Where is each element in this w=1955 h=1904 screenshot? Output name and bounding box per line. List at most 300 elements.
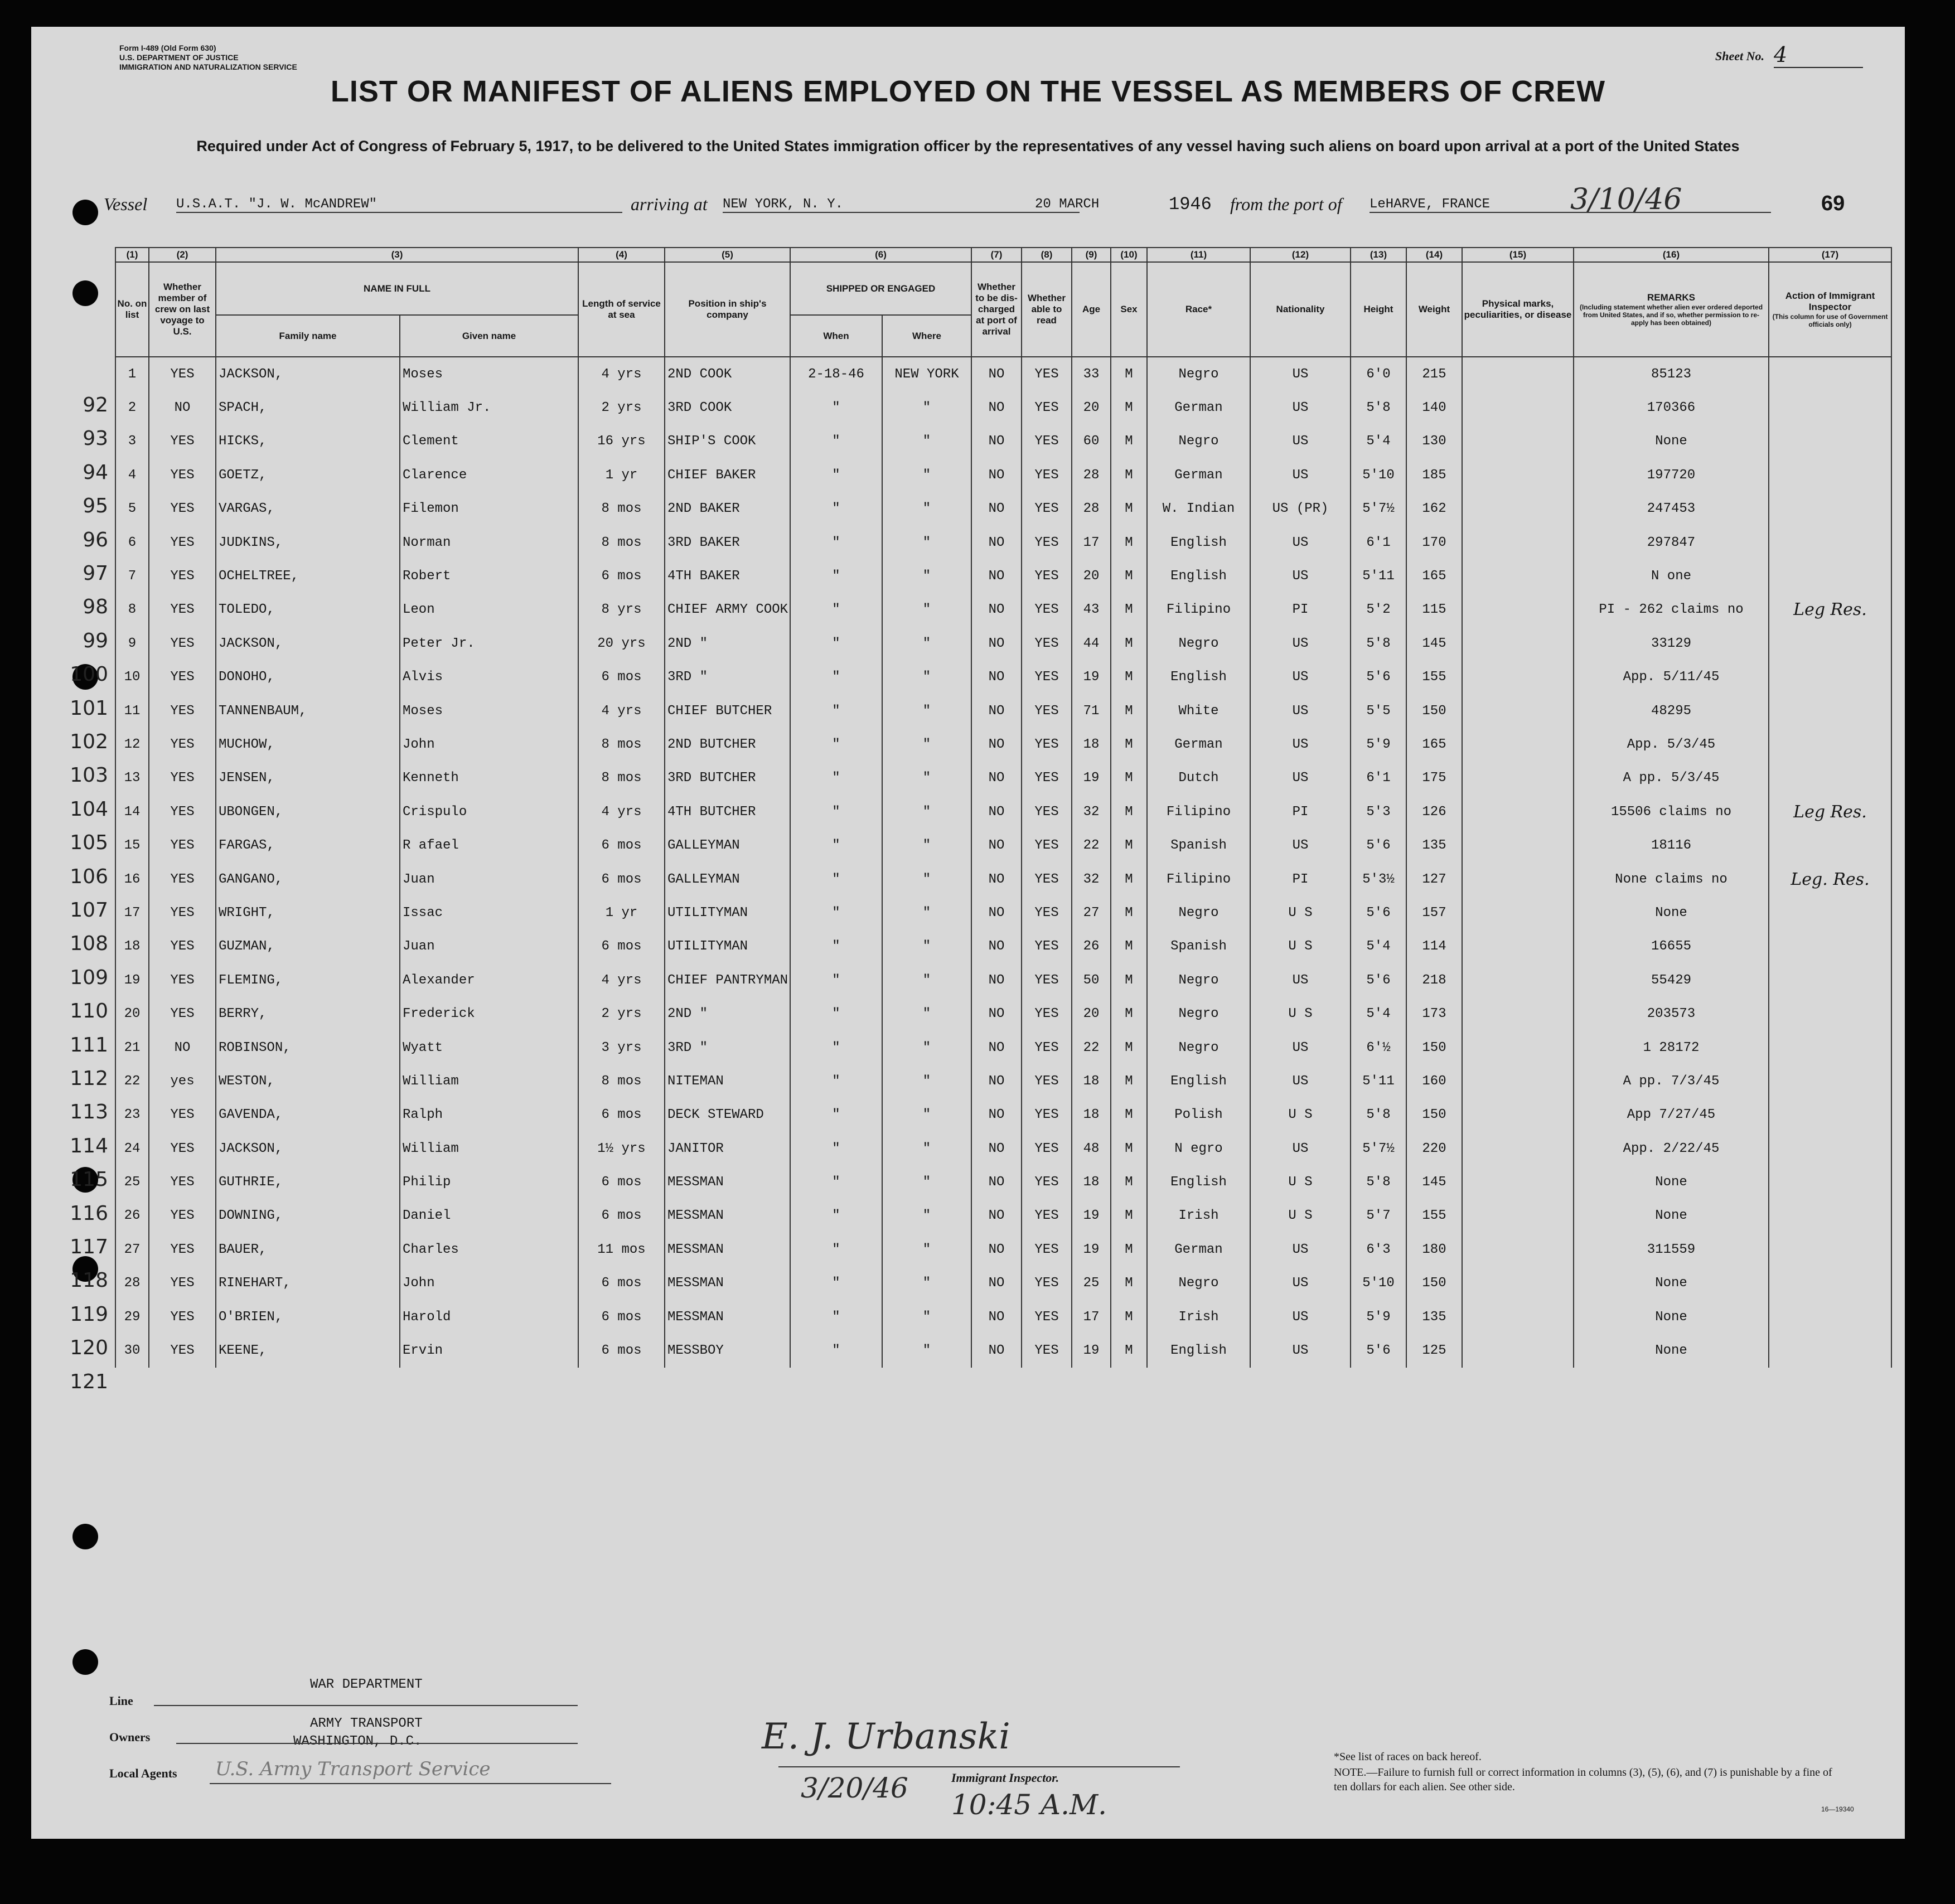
family-name-cell: WESTON, (216, 1064, 400, 1098)
remarks-cell: 15506 claims no (1574, 795, 1769, 829)
shipped-where-cell: " (882, 1199, 971, 1233)
discharged-cell: NO (971, 593, 1022, 627)
nationality-cell: U S (1250, 1098, 1351, 1132)
weight-cell: 145 (1406, 1165, 1462, 1199)
sex-cell: M (1111, 593, 1147, 627)
discharged-cell: NO (971, 1132, 1022, 1165)
weight-cell: 125 (1406, 1334, 1462, 1367)
sex-cell: M (1111, 1132, 1147, 1165)
nationality-cell: US (1250, 357, 1351, 391)
col-number: (17) (1769, 248, 1891, 262)
shipped-when-cell: " (790, 1233, 882, 1266)
inspector-action-cell (1769, 627, 1891, 660)
race-cell: German (1147, 391, 1250, 424)
remarks-cell: N one (1574, 559, 1769, 593)
shipped-where-cell: " (882, 559, 971, 593)
header-nationality: Nationality (1250, 262, 1351, 357)
inspector-signature: E. J. Urbanski (762, 1716, 1010, 1757)
able-to-read-cell: YES (1022, 694, 1072, 728)
age-cell: 71 (1072, 694, 1111, 728)
last-voyage-cell: YES (149, 593, 216, 627)
height-cell: 6'3 (1351, 1233, 1406, 1266)
inspector-label: Immigrant Inspector. (951, 1771, 1059, 1785)
physical-marks-cell (1462, 661, 1574, 694)
sex-cell: M (1111, 458, 1147, 492)
last-voyage-cell: YES (149, 458, 216, 492)
nationality-cell: US (1250, 526, 1351, 559)
height-cell: 5'6 (1351, 661, 1406, 694)
shipped-when-cell: " (790, 930, 882, 963)
discharged-cell: NO (971, 1031, 1022, 1064)
physical-marks-cell (1462, 391, 1574, 424)
given-name-cell: Crispulo (400, 795, 578, 829)
last-voyage-cell: YES (149, 1267, 216, 1300)
service-length-cell: 8 yrs (578, 593, 665, 627)
external-row-number: 119 (70, 1302, 108, 1326)
inspector-action-cell (1769, 1098, 1891, 1132)
sex-cell: M (1111, 997, 1147, 1030)
position-cell: MESSMAN (665, 1233, 790, 1266)
remarks-cell: 297847 (1574, 526, 1769, 559)
sex-cell: M (1111, 1300, 1147, 1334)
service-length-cell: 1 yr (578, 458, 665, 492)
nationality-cell: US (PR) (1250, 492, 1351, 526)
height-cell: 6'0 (1351, 357, 1406, 391)
physical-marks-cell (1462, 1098, 1574, 1132)
position-cell: UTILITYMAN (665, 896, 790, 929)
table-row (115, 1233, 1891, 1266)
external-row-number: 99 (83, 629, 108, 652)
weight-cell: 150 (1406, 1031, 1462, 1064)
shipped-when-cell: " (790, 1267, 882, 1300)
height-cell: 5'10 (1351, 458, 1406, 492)
service-length-cell: 2 yrs (578, 997, 665, 1030)
nationality-cell: US (1250, 1233, 1351, 1266)
col-number: (4) (578, 248, 665, 262)
height-cell: 5'8 (1351, 1165, 1406, 1199)
row-number: 2 (115, 391, 149, 424)
position-cell: 2ND " (665, 997, 790, 1030)
race-cell: Negro (1147, 963, 1250, 997)
sex-cell: M (1111, 425, 1147, 458)
physical-marks-cell (1462, 896, 1574, 929)
discharged-cell: NO (971, 357, 1022, 391)
given-name-cell: Leon (400, 593, 578, 627)
position-cell: 2ND BAKER (665, 492, 790, 526)
service-length-cell: 16 yrs (578, 425, 665, 458)
col-number: (1) (115, 248, 149, 262)
age-cell: 18 (1072, 1165, 1111, 1199)
inspector-action-cell (1769, 1132, 1891, 1165)
physical-marks-cell (1462, 694, 1574, 728)
able-to-read-cell: YES (1022, 1267, 1072, 1300)
table-row (115, 593, 1891, 627)
shipped-where-cell: " (882, 829, 971, 862)
physical-marks-cell (1462, 997, 1574, 1030)
given-name-cell: Philip (400, 1165, 578, 1199)
last-voyage-cell: YES (149, 829, 216, 862)
external-row-number: 100 (70, 663, 108, 686)
able-to-read-cell: YES (1022, 997, 1072, 1030)
family-name-cell: OCHELTREE, (216, 559, 400, 593)
table-row (115, 1165, 1891, 1199)
discharged-cell: NO (971, 492, 1022, 526)
col-number: (5) (665, 248, 790, 262)
service-length-cell: 8 mos (578, 492, 665, 526)
position-cell: GALLEYMAN (665, 863, 790, 896)
table-row (115, 526, 1891, 559)
discharged-cell: NO (971, 1233, 1022, 1266)
physical-marks-cell (1462, 593, 1574, 627)
agents-value: U.S. Army Transport Service (215, 1758, 491, 1780)
handwritten-date: 3/10/46 (1570, 183, 1682, 216)
given-name-cell: William (400, 1132, 578, 1165)
discharged-cell: NO (971, 458, 1022, 492)
last-voyage-cell: YES (149, 627, 216, 660)
weight-cell: 170 (1406, 526, 1462, 559)
physical-marks-cell (1462, 425, 1574, 458)
nationality-cell: US (1250, 661, 1351, 694)
remarks-cell: 170366 (1574, 391, 1769, 424)
external-row-number: 107 (70, 899, 108, 922)
header-discharged: Whether to be dis-charged at port of arrival (971, 262, 1022, 357)
given-name-cell: John (400, 1267, 578, 1300)
weight-cell: 115 (1406, 593, 1462, 627)
able-to-read-cell: YES (1022, 1199, 1072, 1233)
header-weight: Weight (1406, 262, 1462, 357)
position-cell: 4TH BAKER (665, 559, 790, 593)
able-to-read-cell: YES (1022, 627, 1072, 660)
agents-label: Local Agents (109, 1766, 177, 1780)
position-cell: 3RD " (665, 1031, 790, 1064)
row-number: 4 (115, 458, 149, 492)
service-length-cell: 6 mos (578, 930, 665, 963)
position-cell: GALLEYMAN (665, 829, 790, 862)
height-cell: 5'4 (1351, 930, 1406, 963)
sex-cell: M (1111, 357, 1147, 391)
punch-hole (72, 280, 98, 306)
inspector-action-cell (1769, 1300, 1891, 1334)
last-voyage-cell: YES (149, 1165, 216, 1199)
weight-cell: 220 (1406, 1132, 1462, 1165)
family-name-cell: UBONGEN, (216, 795, 400, 829)
race-cell: Irish (1147, 1199, 1250, 1233)
nationality-cell: US (1250, 728, 1351, 761)
weight-cell: 215 (1406, 357, 1462, 391)
nationality-cell: US (1250, 762, 1351, 795)
col-number: (8) (1022, 248, 1072, 262)
last-voyage-cell: YES (149, 492, 216, 526)
table-row (115, 1098, 1891, 1132)
race-cell: Filipino (1147, 863, 1250, 896)
remarks-cell: 197720 (1574, 458, 1769, 492)
header-able-to-read: Whether able to read (1022, 262, 1072, 357)
given-name-cell: Moses (400, 694, 578, 728)
given-name-cell: Charles (400, 1233, 578, 1266)
remarks-cell: App. 2/22/45 (1574, 1132, 1769, 1165)
family-name-cell: SPACH, (216, 391, 400, 424)
position-cell: 3RD BAKER (665, 526, 790, 559)
weight-cell: 160 (1406, 1064, 1462, 1098)
position-cell: MESSBOY (665, 1334, 790, 1367)
nationality-cell: US (1250, 1064, 1351, 1098)
age-cell: 60 (1072, 425, 1111, 458)
race-cell: Negro (1147, 425, 1250, 458)
position-cell: SHIP'S COOK (665, 425, 790, 458)
able-to-read-cell: YES (1022, 357, 1072, 391)
position-cell: 2ND COOK (665, 357, 790, 391)
age-cell: 43 (1072, 593, 1111, 627)
sex-cell: M (1111, 795, 1147, 829)
age-cell: 17 (1072, 1300, 1111, 1334)
inspector-action-cell (1769, 661, 1891, 694)
col-number: (2) (149, 248, 216, 262)
family-name-cell: BAUER, (216, 1233, 400, 1266)
given-name-cell: Ralph (400, 1098, 578, 1132)
service-length-cell: 6 mos (578, 559, 665, 593)
shipped-when-cell: " (790, 896, 882, 929)
col-number: (14) (1406, 248, 1462, 262)
shipped-when-cell: " (790, 425, 882, 458)
shipped-where-cell: " (882, 1098, 971, 1132)
discharged-cell: NO (971, 795, 1022, 829)
remarks-note: (Including statement whether alien ever ordered deported from United States, and if so, whether permission to re-apply has been obtained) (1579, 303, 1763, 327)
physical-marks-cell (1462, 1132, 1574, 1165)
family-name-cell: FLEMING, (216, 963, 400, 997)
able-to-read-cell: YES (1022, 661, 1072, 694)
height-cell: 5'7 (1351, 1199, 1406, 1233)
nationality-cell: PI (1250, 795, 1351, 829)
height-cell: 5'6 (1351, 963, 1406, 997)
remarks-cell: 33129 (1574, 627, 1769, 660)
row-number: 15 (115, 829, 149, 862)
remarks-cell: App 7/27/45 (1574, 1098, 1769, 1132)
able-to-read-cell: YES (1022, 762, 1072, 795)
physical-marks-cell (1462, 526, 1574, 559)
line-value: WAR DEPARTMENT (310, 1677, 423, 1692)
external-row-number: 115 (70, 1168, 108, 1191)
external-row-number: 110 (70, 1000, 108, 1023)
inspector-action-cell (1769, 357, 1891, 391)
service-length-cell: 20 yrs (578, 627, 665, 660)
row-number: 20 (115, 997, 149, 1030)
position-cell: CHIEF PANTRYMAN (665, 963, 790, 997)
family-name-cell: TOLEDO, (216, 593, 400, 627)
race-cell: Negro (1147, 896, 1250, 929)
sex-cell: M (1111, 1199, 1147, 1233)
header-name-in-full: NAME IN FULL (216, 262, 578, 315)
family-name-cell: HICKS, (216, 425, 400, 458)
shipped-when-cell: " (790, 526, 882, 559)
external-row-number: 109 (70, 966, 108, 989)
vessel-label: Vessel (104, 194, 148, 214)
height-cell: 5'9 (1351, 1300, 1406, 1334)
table-row (115, 627, 1891, 660)
row-number: 19 (115, 963, 149, 997)
header-remarks (1574, 262, 1769, 357)
age-cell: 28 (1072, 492, 1111, 526)
race-cell: English (1147, 1334, 1250, 1367)
race-cell: Filipino (1147, 795, 1250, 829)
age-cell: 33 (1072, 357, 1111, 391)
discharged-cell: NO (971, 829, 1022, 862)
last-voyage-cell: YES (149, 559, 216, 593)
signature-rule (778, 1766, 1180, 1767)
family-name-cell: MUCHOW, (216, 728, 400, 761)
remarks-cell: App. 5/3/45 (1574, 728, 1769, 761)
race-cell: German (1147, 1233, 1250, 1266)
row-number: 8 (115, 593, 149, 627)
shipped-where-cell: " (882, 1334, 971, 1367)
discharged-cell: NO (971, 1267, 1022, 1300)
height-cell: 6'½ (1351, 1031, 1406, 1064)
given-name-cell: Robert (400, 559, 578, 593)
weight-cell: 135 (1406, 829, 1462, 862)
remarks-cell: 16655 (1574, 930, 1769, 963)
last-voyage-cell: YES (149, 963, 216, 997)
shipped-when-cell: " (790, 458, 882, 492)
row-number: 28 (115, 1267, 149, 1300)
row-number: 11 (115, 694, 149, 728)
weight-cell: 127 (1406, 863, 1462, 896)
weight-cell: 126 (1406, 795, 1462, 829)
inspector-action-cell (1769, 896, 1891, 929)
header-where: Where (882, 315, 971, 357)
position-cell: MESSMAN (665, 1165, 790, 1199)
weight-cell: 114 (1406, 930, 1462, 963)
sheet-number-value: 4 (1774, 42, 1863, 68)
able-to-read-cell: YES (1022, 559, 1072, 593)
weight-cell: 150 (1406, 694, 1462, 728)
position-cell: 2ND BUTCHER (665, 728, 790, 761)
family-name-cell: O'BRIEN, (216, 1300, 400, 1334)
weight-cell: 162 (1406, 492, 1462, 526)
able-to-read-cell: YES (1022, 1300, 1072, 1334)
shipped-where-cell: " (882, 1132, 971, 1165)
given-name-cell: John (400, 728, 578, 761)
shipped-where-cell: " (882, 391, 971, 424)
able-to-read-cell: YES (1022, 728, 1072, 761)
external-row-number: 120 (70, 1336, 108, 1360)
arrival-date: 20 MARCH (1035, 197, 1100, 212)
shipped-when-cell: " (790, 863, 882, 896)
nationality-cell: US (1250, 559, 1351, 593)
given-name-cell: Kenneth (400, 762, 578, 795)
weight-cell: 165 (1406, 559, 1462, 593)
punch-hole (72, 200, 98, 225)
age-cell: 22 (1072, 1031, 1111, 1064)
shipped-when-cell: 2-18-46 (790, 357, 882, 391)
inspector-action-cell: Leg Res. (1769, 795, 1891, 829)
height-cell: 5'7½ (1351, 1132, 1406, 1165)
race-cell: Negro (1147, 627, 1250, 660)
physical-marks-cell (1462, 1064, 1574, 1098)
external-row-number: 93 (83, 427, 108, 450)
able-to-read-cell: YES (1022, 896, 1072, 929)
race-cell: N egro (1147, 1132, 1250, 1165)
discharged-cell: NO (971, 728, 1022, 761)
able-to-read-cell: YES (1022, 829, 1072, 862)
inspector-action-cell (1769, 1165, 1891, 1199)
family-name-cell: GANGANO, (216, 863, 400, 896)
shipped-where-cell: " (882, 458, 971, 492)
last-voyage-cell: YES (149, 1334, 216, 1367)
shipped-when-cell: " (790, 661, 882, 694)
age-cell: 28 (1072, 458, 1111, 492)
service-length-cell: 1 yr (578, 896, 665, 929)
manifest-sheet (31, 27, 1905, 1839)
able-to-read-cell: YES (1022, 1031, 1072, 1064)
race-cell: English (1147, 661, 1250, 694)
remarks-title: REMARKS (1647, 292, 1695, 303)
table-row (115, 1064, 1891, 1098)
service-length-cell: 6 mos (578, 1334, 665, 1367)
remarks-cell: None (1574, 425, 1769, 458)
sex-cell: M (1111, 1031, 1147, 1064)
weight-cell: 173 (1406, 997, 1462, 1030)
race-cell: English (1147, 1064, 1250, 1098)
penalty-note: NOTE.—Failure to furnish full or correct information in columns (3), (5), (6), and (7) is punishable by a fine of ten dollars for each alien. See other side. (1334, 1766, 1832, 1793)
discharged-cell: NO (971, 930, 1022, 963)
col-number: (3) (216, 248, 578, 262)
inspector-action-cell (1769, 930, 1891, 963)
shipped-when-cell: " (790, 559, 882, 593)
external-row-number: 117 (70, 1236, 108, 1258)
age-cell: 18 (1072, 1098, 1111, 1132)
height-cell: 5'10 (1351, 1267, 1406, 1300)
race-cell: White (1147, 694, 1250, 728)
position-cell: CHIEF ARMY COOK (665, 593, 790, 627)
race-cell: Negro (1147, 1267, 1250, 1300)
weight-cell: 165 (1406, 728, 1462, 761)
form-identifier (119, 43, 297, 72)
given-name-cell: Juan (400, 863, 578, 896)
external-row-number: 121 (70, 1370, 108, 1393)
able-to-read-cell: YES (1022, 492, 1072, 526)
last-voyage-cell: YES (149, 526, 216, 559)
sex-cell: M (1111, 1064, 1147, 1098)
row-number: 18 (115, 930, 149, 963)
given-name-cell: Peter Jr. (400, 627, 578, 660)
shipped-where-cell: " (882, 526, 971, 559)
last-voyage-cell: YES (149, 728, 216, 761)
service-length-cell: 6 mos (578, 1267, 665, 1300)
service-length-cell: 6 mos (578, 1165, 665, 1199)
able-to-read-cell: YES (1022, 1233, 1072, 1266)
header-given-name: Given name (400, 315, 578, 357)
header-position: Position in ship's company (665, 262, 790, 357)
inspector-action-cell (1769, 762, 1891, 795)
nationality-cell: U S (1250, 930, 1351, 963)
physical-marks-cell (1462, 1267, 1574, 1300)
shipped-when-cell: " (790, 391, 882, 424)
sex-cell: M (1111, 694, 1147, 728)
shipped-where-cell: " (882, 1233, 971, 1266)
nationality-cell: U S (1250, 896, 1351, 929)
family-name-cell: RINEHART, (216, 1267, 400, 1300)
service-length-cell: 6 mos (578, 661, 665, 694)
race-cell: Polish (1147, 1098, 1250, 1132)
age-cell: 50 (1072, 963, 1111, 997)
race-cell: Dutch (1147, 762, 1250, 795)
family-name-cell: WRIGHT, (216, 896, 400, 929)
nationality-cell: US (1250, 1267, 1351, 1300)
row-number: 9 (115, 627, 149, 660)
service-length-cell: 11 mos (578, 1233, 665, 1266)
weight-cell: 180 (1406, 1233, 1462, 1266)
discharged-cell: NO (971, 1098, 1022, 1132)
family-name-cell: DOWNING, (216, 1199, 400, 1233)
